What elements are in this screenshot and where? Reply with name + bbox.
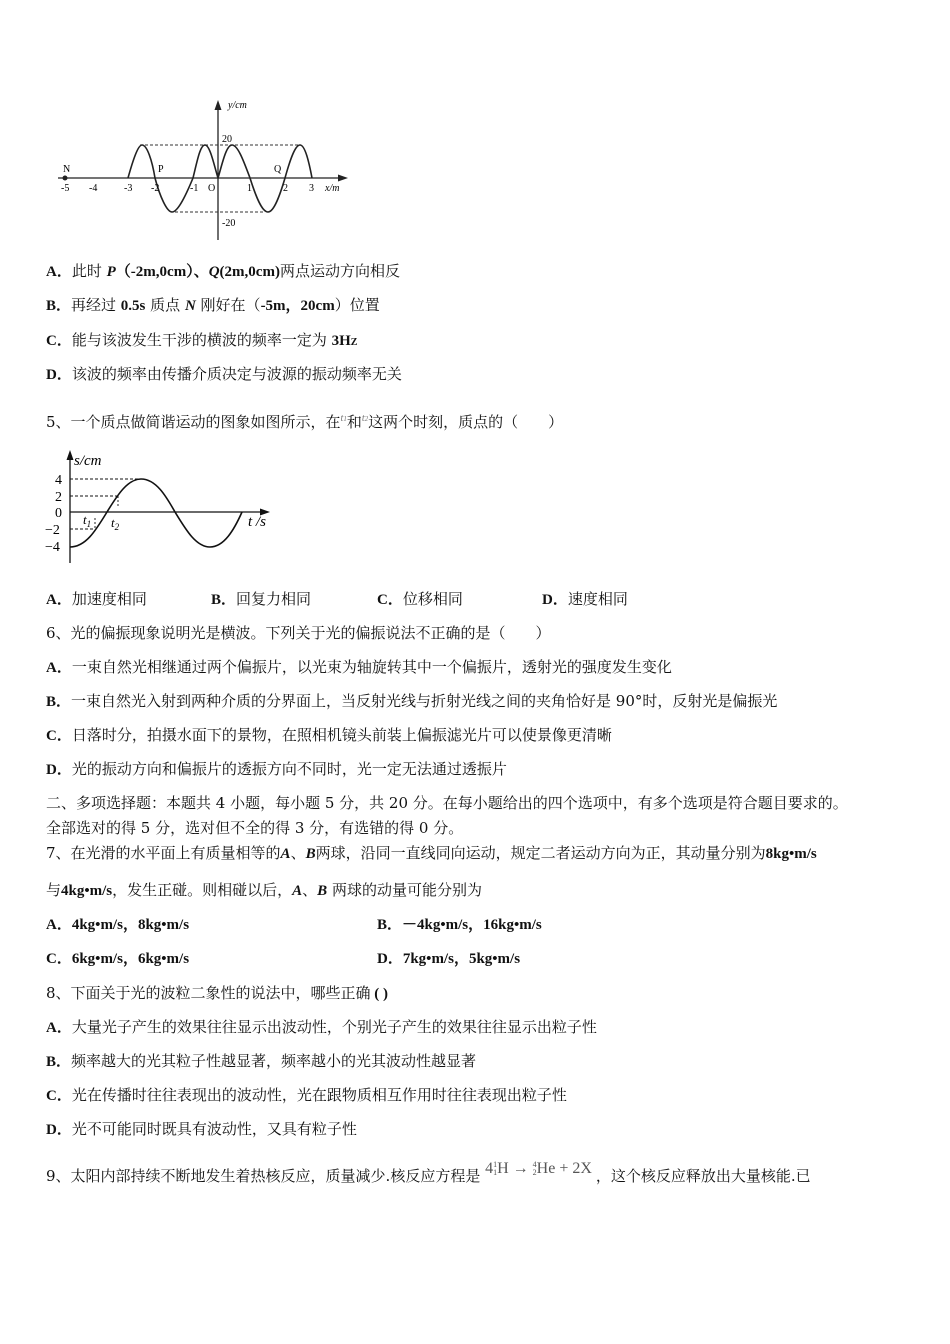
q5-option-d: D．速度相同 bbox=[542, 590, 628, 608]
svg-text:t /s: t /s bbox=[248, 514, 266, 530]
svg-text:-3: -3 bbox=[124, 183, 133, 194]
t2-symbol: t2 bbox=[361, 413, 369, 424]
section2-intro-line1: 二、多项选择题：本题共 4 小题，每小题 5 分，共 20 分。在每小题给出的四个选项中，有多个选项是符合题目要求的。 bbox=[46, 794, 848, 812]
q8-option-a: A．大量光子产生的效果往往显示出波动性，个别光子产生的效果往往显示出粒子性 bbox=[46, 1018, 597, 1036]
svg-text:2: 2 bbox=[55, 490, 62, 505]
svg-text:y/cm: y/cm bbox=[228, 100, 247, 111]
q7-option-a: A．4kg•m/s，8kg•m/s bbox=[46, 917, 190, 933]
q8-option-b: B．频率越大的光其粒子性越显著，频率越小的光其波动性越显著 bbox=[46, 1052, 477, 1070]
q4-option-b: B．再经过 0.5s 质点 N 刚好在（-5m，20cm）位置 bbox=[46, 296, 380, 314]
svg-text:t1: $t_1$ bbox=[83, 512, 92, 529]
q5-option-c: C．位移相同 bbox=[377, 590, 463, 608]
svg-text:P: P bbox=[158, 164, 164, 175]
q8-stem: 8、下面关于光的波粒二象性的说法中，哪些正确 ( ) bbox=[46, 984, 389, 1002]
q4-option-c: C．能与该波发生干涉的横波的频率一定为 3HZ bbox=[46, 331, 358, 349]
q7-option-b: B．－4kg•m/s，16kg•m/s bbox=[377, 917, 542, 933]
q6-option-d: D．光的振动方向和偏振片的透振方向不同时，光一定无法通过透振片 bbox=[46, 760, 507, 778]
q7-stem-line2: 与4kg•m/s，发生正碰。则相碰以后，A、B 两球的动量可能分别为 bbox=[46, 881, 482, 899]
q9-stem: 9、太阳内部持续不断地发生着热核反应，质量减少.核反应方程是 4 1 1 H → 4 2 He + 2X ，这个核反应释放出大量核能.已 bbox=[46, 1160, 811, 1185]
shm-graph bbox=[40, 445, 300, 565]
q8-option-c: C．光在传播时往往表现出的波动性，光在跟物质相互作用时往往表现出粒子性 bbox=[46, 1086, 567, 1104]
shm-curve bbox=[70, 479, 242, 547]
svg-text:1: 1 bbox=[247, 183, 252, 194]
t1-symbol: t1 bbox=[340, 413, 347, 424]
svg-text:-4: -4 bbox=[89, 183, 98, 194]
q7-option-d: D．7kg•m/s，5kg•m/s bbox=[377, 951, 521, 967]
wave-graph bbox=[40, 90, 370, 250]
q7-option-c: C．6kg•m/s，6kg•m/s bbox=[46, 951, 190, 967]
q5-stem: 5、一个质点做简谐运动的图象如图所示，在$^{t1}$和$^{t2}$这两个时刻，质点的（ ） bbox=[46, 413, 564, 431]
q6-option-c: C．日落时分，拍摄水面下的景物，在照相机镜头前装上偏振滤光片可以使景像更清晰 bbox=[46, 726, 612, 744]
q6-option-b: B．一束自然光入射到两种介质的分界面上，当反射光线与折射光线之间的夹角恰好是 90°时，反射光是偏振光 bbox=[46, 692, 778, 710]
svg-text:4: 4 bbox=[55, 473, 62, 488]
q4-option-a: A．此时 P（-2m,0cm）、Q(2m,0cm)两点运动方向相反 bbox=[46, 262, 400, 280]
svg-text:Q: Q bbox=[274, 164, 282, 175]
q6-option-a: A．一束自然光相继通过两个偏振片，以光束为轴旋转其中一个偏振片，透射光的强度发生变化 bbox=[46, 658, 672, 676]
svg-text:−2: −2 bbox=[45, 523, 60, 538]
nuclear-equation: 4 1 1 H → 4 2 He + 2X bbox=[485, 1160, 592, 1178]
svg-text:-5: -5 bbox=[61, 183, 70, 194]
svg-text:20: 20 bbox=[222, 134, 232, 145]
q5-option-b: B．回复力相同 bbox=[211, 590, 312, 608]
svg-text:s/cm: s/cm bbox=[74, 453, 102, 469]
svg-text:-1: -1 bbox=[190, 183, 199, 194]
q6-stem: 6、光的偏振现象说明光是横波。下列关于光的偏振说法不正确的是（ ） bbox=[46, 624, 551, 642]
q7-stem-line1: 7、在光滑的水平面上有质量相等的A、B两球，沿同一直线同向运动，规定二者运动方向为正，其动量分别为8kg•m/s bbox=[46, 844, 817, 862]
svg-text:x/m: x/m bbox=[325, 183, 340, 194]
svg-text:N: N bbox=[63, 164, 71, 175]
svg-text:-20: -20 bbox=[222, 218, 236, 229]
svg-text:−4: −4 bbox=[45, 540, 60, 555]
svg-text:0: 0 bbox=[55, 506, 62, 521]
section2-intro-line2: 全部选对的得 5 分，选对但不全的得 3 分，有选错的得 0 分。 bbox=[46, 819, 464, 837]
svg-text:t2: $t_2$ bbox=[111, 515, 120, 532]
svg-text:-2: -2 bbox=[151, 183, 160, 194]
point-n bbox=[63, 176, 68, 181]
q5-option-a: A．加速度相同 bbox=[46, 590, 147, 608]
q8-option-d: D．光不可能同时既具有波动性，又具有粒子性 bbox=[46, 1120, 357, 1138]
svg-text:O: O bbox=[208, 183, 216, 194]
q4-option-d: D．该波的频率由传播介质决定与波源的振动频率无关 bbox=[46, 365, 402, 383]
svg-text:3: 3 bbox=[309, 183, 314, 194]
svg-text:2: 2 bbox=[283, 183, 288, 194]
